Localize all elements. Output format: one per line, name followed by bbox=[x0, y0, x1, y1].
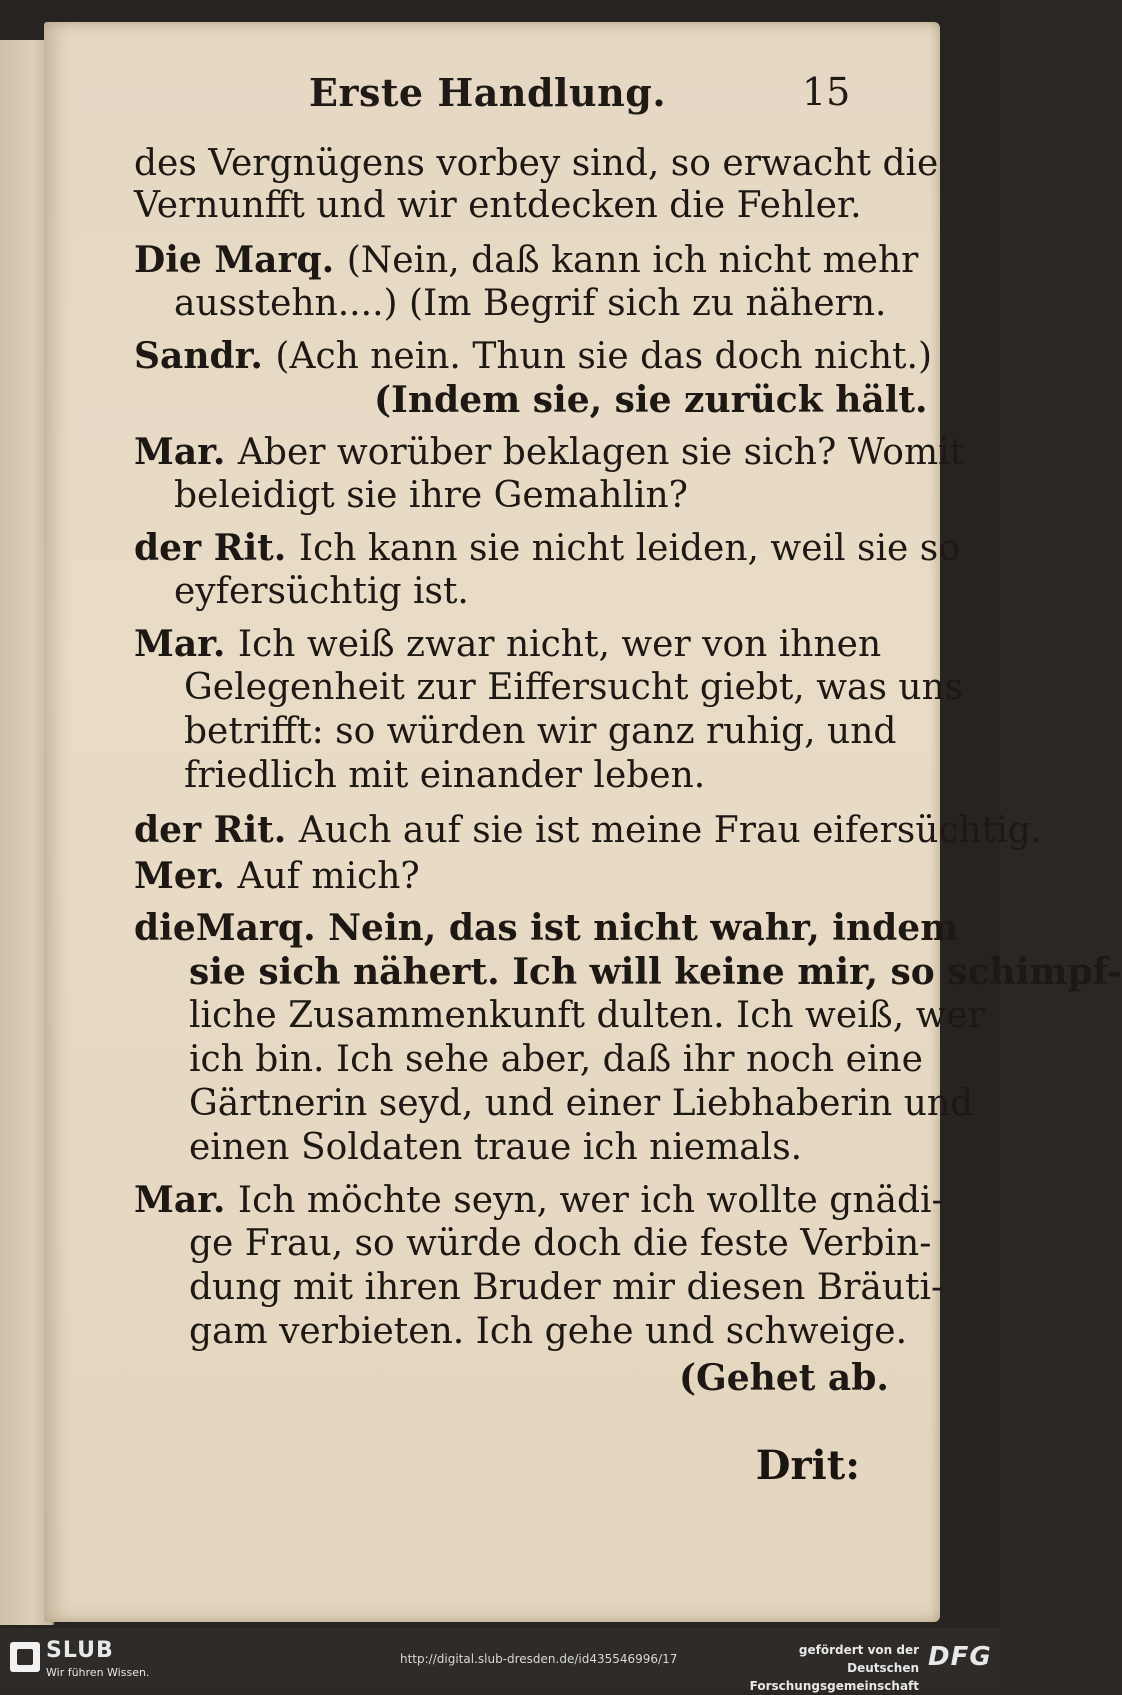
line-text: Ich möchte seyn, wer ich wollte gnädi- bbox=[237, 1180, 944, 1221]
line-text: (Gehet ab. bbox=[679, 1357, 889, 1399]
text-line bbox=[189, 1266, 943, 1310]
line-text: ausstehn....) (Im Begrif sich zu nähern. bbox=[174, 283, 887, 324]
speech-line bbox=[134, 526, 960, 571]
speaker-name: der Rit. bbox=[134, 527, 299, 569]
text-line bbox=[189, 1082, 973, 1126]
line-text: gam verbieten. Ich gehe und schweige. bbox=[189, 1311, 908, 1352]
text-line bbox=[174, 474, 688, 518]
line-text: Nein, das ist nicht wahr, indem bbox=[328, 907, 959, 949]
line-text: Aber worüber beklagen sie sich? Womit bbox=[237, 432, 965, 473]
viewer-footer bbox=[0, 1628, 1000, 1693]
slub-tagline: Wir führen Wissen. bbox=[46, 1666, 150, 1679]
line-text: (Indem sie, sie zurück hält. bbox=[374, 379, 928, 421]
speech-line bbox=[134, 622, 881, 667]
speech-line bbox=[134, 906, 958, 951]
line-text: Auch auf sie ist meine Frau eifersüchtig. bbox=[298, 810, 1043, 851]
line-text: Auf mich? bbox=[237, 856, 420, 897]
text-line bbox=[189, 1222, 931, 1266]
line-text: (Ach nein. Thun sie das doch nicht.) bbox=[275, 336, 933, 377]
text-line bbox=[184, 710, 896, 754]
line-text: eyfersüchtig ist. bbox=[174, 571, 469, 612]
text-line bbox=[134, 184, 862, 228]
line-text: einen Soldaten traue ich niemals. bbox=[189, 1127, 803, 1168]
speaker-name: Mar. bbox=[134, 1179, 238, 1221]
text-line bbox=[134, 142, 938, 186]
text-line bbox=[174, 282, 887, 326]
speaker-name: Die Marq. bbox=[134, 239, 347, 281]
page-number: 15 bbox=[802, 70, 851, 114]
line-text: sie sich nähert. Ich will keine mir, so schimpf- bbox=[189, 951, 1122, 993]
running-title: Erste Handlung. bbox=[309, 70, 667, 115]
book-page bbox=[44, 22, 1122, 1622]
line-text: beleidigt sie ihre Gemahlin? bbox=[174, 475, 688, 516]
speaker-name: Sandr. bbox=[134, 335, 276, 377]
text-line bbox=[189, 994, 985, 1038]
slub-logo: SLUB bbox=[46, 1638, 114, 1663]
text-line bbox=[189, 1038, 923, 1082]
speaker-name: Mar. bbox=[134, 623, 238, 665]
text-line bbox=[189, 1310, 907, 1354]
line-text: dung mit ihren Bruder mir diesen Bräuti- bbox=[189, 1267, 944, 1308]
text-line bbox=[184, 754, 705, 798]
catchword: Drit: bbox=[755, 1442, 860, 1489]
speech-line bbox=[134, 854, 420, 899]
speech-line bbox=[134, 430, 964, 475]
text-line bbox=[174, 570, 469, 614]
text-line bbox=[374, 378, 928, 423]
text-line bbox=[184, 666, 963, 710]
line-text: ich bin. Ich sehe aber, daß ihr noch eine bbox=[189, 1039, 923, 1080]
slub-logo-icon bbox=[10, 1642, 40, 1672]
text-line bbox=[679, 1356, 889, 1401]
running-head bbox=[44, 70, 940, 116]
speaker-name: Mer. bbox=[134, 855, 238, 897]
speaker-name: Mar. bbox=[134, 431, 238, 473]
funding-line-1: gefördert von der bbox=[798, 1643, 919, 1657]
line-text: Ich weiß zwar nicht, wer von ihnen bbox=[237, 624, 882, 665]
speaker-name: der Rit. bbox=[134, 809, 299, 851]
line-text: des Vergnügens vorbey sind, so erwacht die bbox=[134, 143, 939, 184]
text-line bbox=[189, 950, 1122, 995]
line-text: betrifft: so würden wir ganz ruhig, und bbox=[184, 711, 897, 752]
dfg-logo: DFG bbox=[928, 1642, 992, 1672]
funding-note bbox=[704, 1641, 919, 1695]
permalink[interactable]: http://digital.slub-dresden.de/id435546996/17 bbox=[400, 1652, 678, 1666]
speech-line bbox=[134, 1178, 944, 1223]
speaker-name: dieMarq. bbox=[134, 907, 329, 949]
line-text: Vernunfft und wir entdecken die Fehler. bbox=[134, 185, 862, 226]
speech-line bbox=[134, 808, 1042, 853]
funding-line-2: Deutschen Forschungsgemeinschaft bbox=[749, 1661, 919, 1693]
line-text: liche Zusammenkunft dulten. Ich weiß, wer bbox=[189, 995, 985, 1036]
text-line bbox=[189, 1126, 802, 1170]
line-text: Ich kann sie nicht leiden, weil sie so bbox=[298, 528, 960, 569]
speech-line bbox=[134, 238, 918, 283]
line-text: (Nein, daß kann ich nicht mehr bbox=[346, 240, 919, 281]
line-text: friedlich mit einander leben. bbox=[184, 755, 706, 796]
speech-line bbox=[134, 334, 932, 379]
line-text: Gelegenheit zur Eiffersucht giebt, was uns bbox=[184, 667, 964, 708]
line-text: ge Frau, so würde doch die feste Verbin- bbox=[189, 1223, 932, 1264]
line-text: Gärtnerin seyd, und einer Liebhaberin und bbox=[189, 1083, 974, 1124]
